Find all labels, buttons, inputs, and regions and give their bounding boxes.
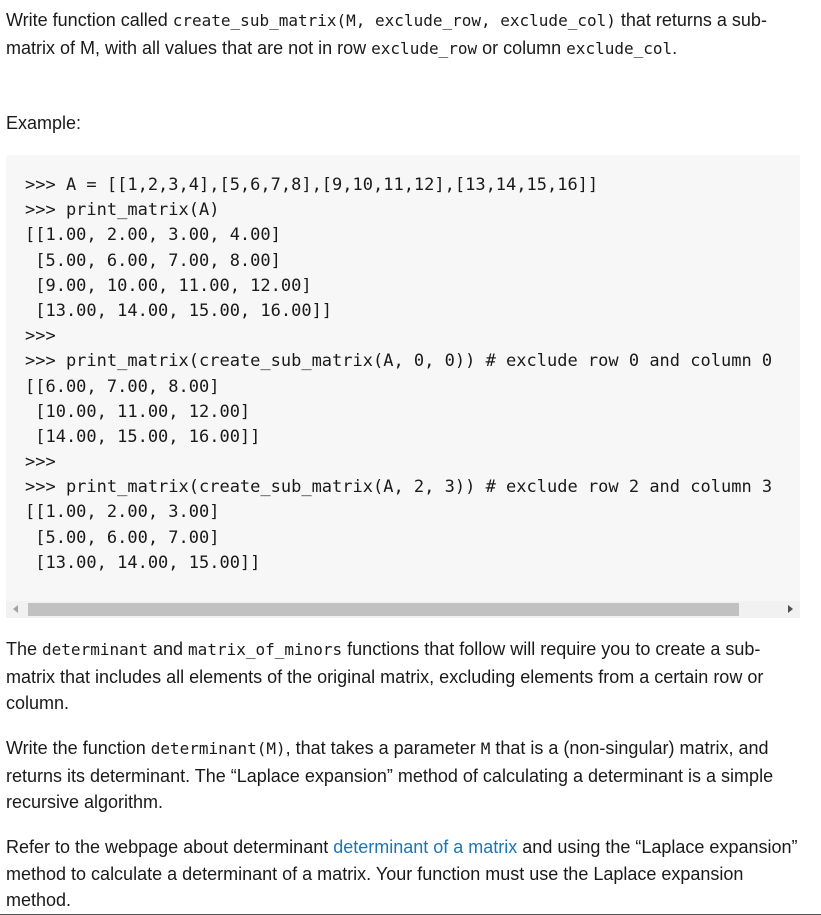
code-line: [13.00, 14.00, 15.00]] (25, 552, 261, 573)
horizontal-scrollbar[interactable] (6, 601, 800, 618)
scroll-right-arrow-icon[interactable] (788, 605, 793, 613)
minors-text-2: and (148, 639, 189, 659)
function-signature-code: create_sub_matrix(M, exclude_row, exclude_col) (172, 11, 616, 30)
code-line: >>> A = [[1,2,3,4],[5,6,7,8],[9,10,11,12],[13,14,15,16]] (25, 175, 599, 195)
intro-text-1: Write function called (6, 10, 173, 30)
minors-text-3: functions that follow will require you to create a sub-matrix that includes all elements of the original matrix, excluding elements from a certain row or column. (6, 639, 764, 713)
intro-text-2: that returns a sub-matrix of M, with all values that are not in row (6, 10, 767, 58)
code-line: >>> (25, 326, 56, 347)
intro-text-4: . (672, 37, 678, 58)
refer-text-2: and using the “Laplace expansion” method to calculate a determinant of a matrix. Your function must use the Laplace expansion method. (6, 837, 798, 910)
example-label: Example: (6, 113, 82, 133)
code-line: [5.00, 6.00, 7.00] (25, 527, 220, 548)
intro-paragraph (0, 7, 792, 62)
exclude-col-code: exclude_col (566, 38, 673, 58)
code-listing (6, 155, 800, 576)
determinant-of-matrix-link[interactable]: determinant of a matrix (333, 837, 518, 857)
code-line: [[1.00, 2.00, 3.00] (25, 502, 220, 523)
minors-text-1: The (6, 639, 43, 659)
scroll-left-arrow-icon[interactable] (13, 605, 18, 613)
code-line: [[1.00, 2.00, 3.00, 4.00] (25, 225, 281, 246)
code-line: [14.00, 15.00, 16.00]] (25, 426, 261, 447)
scrollbar-thumb[interactable] (28, 603, 739, 616)
code-line: >>> (25, 452, 56, 473)
code-example-block[interactable] (6, 155, 800, 618)
determinant-signature-code: determinant(M) (150, 739, 286, 758)
determinant-paragraph (0, 735, 812, 816)
code-line: [10.00, 11.00, 12.00] (25, 401, 251, 422)
determinant-code: determinant (42, 640, 148, 659)
refer-text-1: Refer to the webpage about determinant (6, 837, 334, 857)
det-text-1: Write the function (6, 738, 151, 758)
code-line: >>> print_matrix(create_sub_matrix(A, 0, 0)) # exclude row 0 and column 0 (25, 351, 773, 372)
param-m-code: M (480, 739, 491, 758)
code-line: >>> print_matrix(create_sub_matrix(A, 2, 3)) # exclude row 2 and column 3 (25, 477, 773, 498)
refer-paragraph (0, 834, 812, 914)
code-line: [9.00, 10.00, 11.00, 12.00] (25, 275, 312, 296)
matrix-of-minors-code: matrix_of_minors (188, 640, 343, 659)
code-line: [5.00, 6.00, 7.00, 8.00] (25, 250, 281, 271)
exclude-row-code: exclude_row (371, 38, 478, 58)
det-text-2: , that takes a parameter (285, 738, 481, 758)
code-line: [13.00, 14.00, 15.00, 16.00]] (25, 300, 333, 321)
det-text-3: that is a (non-singular) matrix, and returns its determinant. The “Laplace expansion” method of calculating a determinant is a simple recursive algorithm. (6, 738, 774, 812)
code-line: [[6.00, 7.00, 8.00] (25, 376, 220, 397)
minors-paragraph (0, 636, 812, 717)
code-line: >>> print_matrix(A) (25, 200, 220, 221)
intro-text-3: or column (477, 37, 567, 58)
